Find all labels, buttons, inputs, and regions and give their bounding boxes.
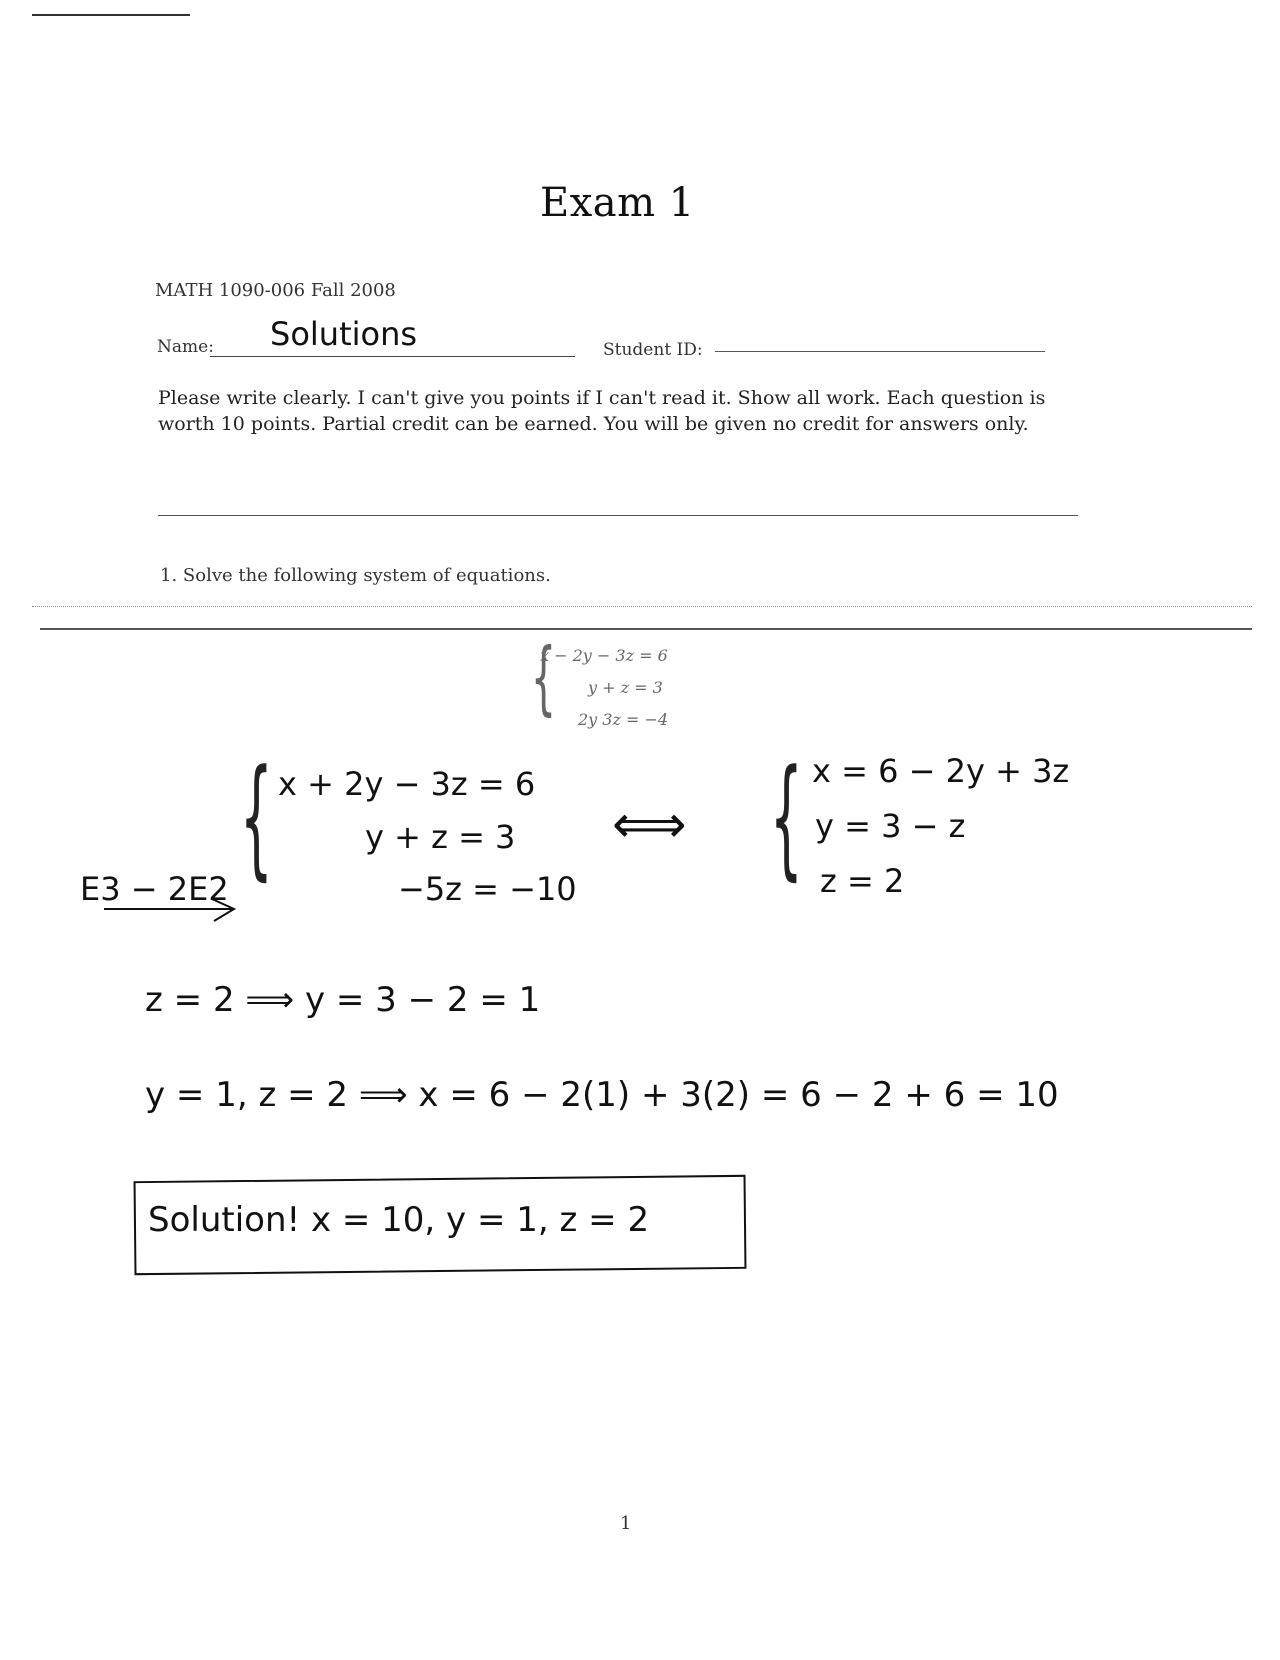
left-system-eq-1: x + 2y − 3z = 6	[278, 765, 536, 803]
problem-prompt: 1. Solve the following system of equations.	[160, 565, 551, 586]
name-value: Solutions	[270, 315, 418, 353]
left-system-eq-3: −5z = −10	[398, 870, 577, 908]
name-line	[210, 356, 575, 357]
final-answer: Solution! x = 10, y = 1, z = 2	[148, 1200, 650, 1240]
header-divider	[158, 515, 1078, 516]
right-system-eq-2: y = 3 − z	[815, 807, 966, 845]
course-label: MATH 1090-006 Fall 2008	[155, 280, 396, 301]
row-operation: E3 − 2E2	[80, 870, 229, 908]
row-operation-arrow	[100, 895, 240, 925]
student-id-label: Student ID:	[603, 340, 703, 360]
system-eq-3: 2y 3z = −4	[578, 710, 669, 729]
right-system-eq-3: z = 2	[820, 862, 905, 900]
name-label: Name:	[157, 337, 214, 357]
system-brace: {	[530, 631, 557, 724]
left-system-eq-2: y + z = 3	[365, 818, 516, 856]
scan-artifact-line	[32, 14, 190, 16]
page-number: 1	[620, 1513, 632, 1534]
instructions: Please write clearly. I can't give you points if I can't read it. Show all work. Each question is worth 10 points. Partial credit can be earned. You will be given no credit for answers only.	[158, 387, 1046, 435]
scan-divider-dotted	[32, 606, 1252, 607]
student-id-line	[715, 351, 1045, 352]
exam-title: Exam 1	[540, 180, 695, 226]
step-1: z = 2 ⟹ y = 3 − 2 = 1	[145, 980, 541, 1020]
left-system-brace: {	[239, 741, 273, 893]
system-eq-1: x − 2y − 3z = 6	[540, 646, 668, 665]
right-system-brace: {	[769, 741, 803, 893]
scan-divider	[40, 628, 1252, 630]
equivalence-arrow: ⟺	[612, 795, 687, 855]
step-2: y = 1, z = 2 ⟹ x = 6 − 2(1) + 3(2) = 6 − 2 + 6 = 10	[145, 1075, 1059, 1115]
right-system-eq-1: x = 6 − 2y + 3z	[812, 752, 1070, 790]
system-eq-2: y + z = 3	[588, 678, 663, 697]
